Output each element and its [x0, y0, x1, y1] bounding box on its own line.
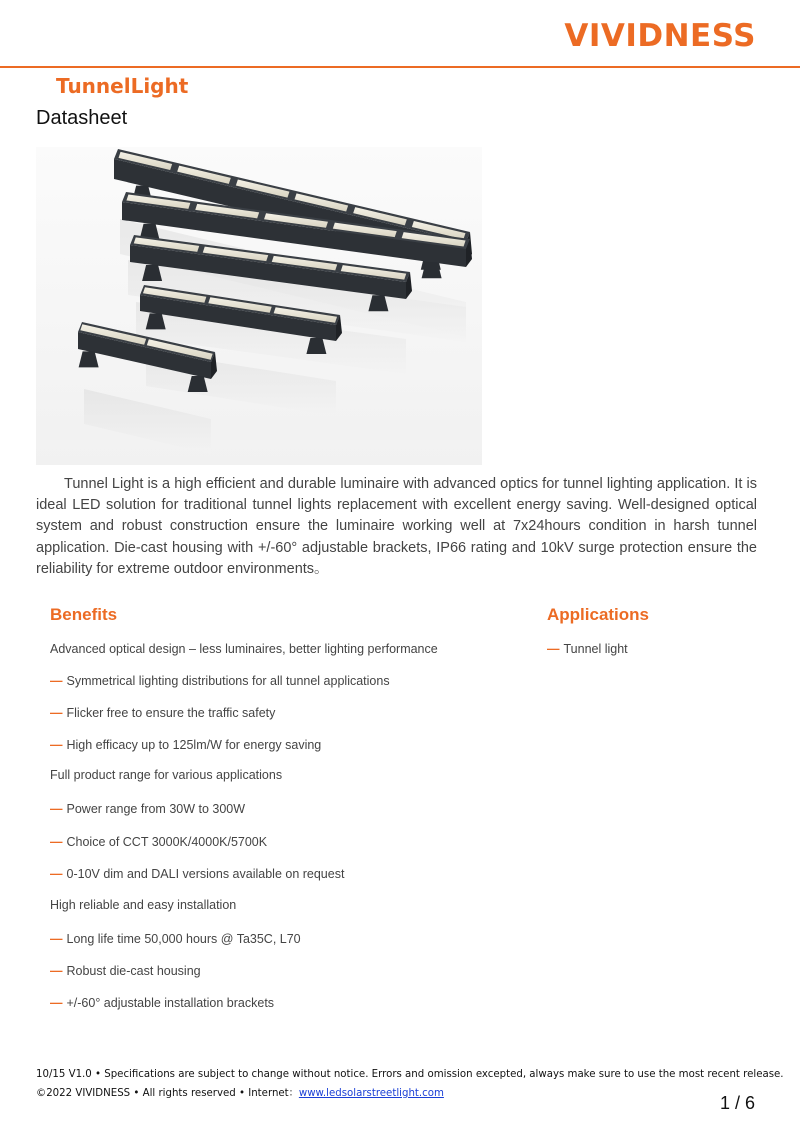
- benefit-item: [50, 867, 344, 881]
- dash-bullet-icon: —: [547, 642, 560, 656]
- footer-copyright: [36, 1084, 444, 1099]
- benefit-item: [50, 802, 245, 816]
- benefit-item: [50, 835, 267, 849]
- benefit-item-text: Choice of CCT 3000K/4000K/5700K: [66, 835, 268, 849]
- dash-bullet-icon: —: [50, 996, 63, 1010]
- benefit-item: [50, 898, 236, 912]
- dash-bullet-icon: —: [50, 674, 63, 688]
- benefit-item-text: Symmetrical lighting distributions for all tunnel applications: [66, 674, 390, 688]
- footer-copyright-text: ©2022 VIVIDNESS • All rights reserved • Internet：: [36, 1088, 299, 1099]
- benefit-item: [50, 674, 390, 688]
- benefit-item-text: Full product range for various applications: [50, 768, 283, 782]
- brand-logo: VIVIDNESS: [564, 18, 756, 54]
- page-number: 1 / 6: [719, 1093, 755, 1113]
- document-type: Datasheet: [36, 107, 128, 129]
- application-item-text: Tunnel light: [563, 642, 628, 656]
- benefit-item-text: High efficacy up to 125lm/W for energy saving: [66, 738, 322, 752]
- intro-paragraph: Tunnel Light is a high efficient and durable luminaire with advanced optics for tunnel lighting application. It is ideal LED solution for traditional tunnel lights replacement with excellent energy saving. Well-designed optical system and robust construction ensure the luminaire working well at 7x24hours condition in harsh tunnel application. Die-cast housing with +/-60° adjustable brackets, IP66 rating and 10kV surge protection ensure the reliability for extreme outdoor environments。: [36, 476, 757, 577]
- dash-bullet-icon: —: [50, 738, 63, 752]
- benefit-item-text: Power range from 30W to 300W: [66, 802, 246, 816]
- benefit-item: [50, 932, 301, 946]
- dash-bullet-icon: —: [50, 867, 63, 881]
- product-photo: [36, 147, 482, 465]
- dash-bullet-icon: —: [50, 706, 63, 720]
- benefit-item-text: Long life time 50,000 hours @ Ta35C, L70: [66, 932, 301, 946]
- benefit-item-text: 0-10V dim and DALI versions available on request: [66, 867, 345, 881]
- benefit-item: [50, 996, 274, 1010]
- benefit-item-text: Flicker free to ensure the traffic safety: [66, 706, 276, 720]
- dash-bullet-icon: —: [50, 802, 63, 816]
- dash-bullet-icon: —: [50, 964, 63, 978]
- application-item: [547, 642, 628, 656]
- applications-heading: Applications: [547, 605, 650, 624]
- header-rule: [0, 66, 800, 68]
- benefit-item-text: High reliable and easy installation: [50, 898, 237, 912]
- benefit-item-text: Advanced optical design – less luminaires, better lighting performance: [50, 642, 438, 656]
- benefit-item: [50, 768, 282, 782]
- benefit-item-text: +/-60° adjustable installation brackets: [66, 996, 275, 1010]
- benefit-item: [50, 964, 201, 978]
- footer-disclaimer: 10/15 V1.0 • Specifications are subject to change without notice. Errors and omission excepted, always make sure to use the most recent release.: [36, 1069, 784, 1080]
- benefit-item-text: Robust die-cast housing: [66, 964, 201, 978]
- benefit-item: [50, 706, 275, 720]
- benefits-heading: Benefits: [50, 605, 118, 624]
- benefit-item: [50, 738, 321, 752]
- dash-bullet-icon: —: [50, 932, 63, 946]
- website-link[interactable]: www.ledsolarstreetlight.com: [298, 1088, 444, 1099]
- benefit-item: [50, 642, 438, 656]
- product-title: TunnelLight: [56, 74, 189, 98]
- dash-bullet-icon: —: [50, 835, 63, 849]
